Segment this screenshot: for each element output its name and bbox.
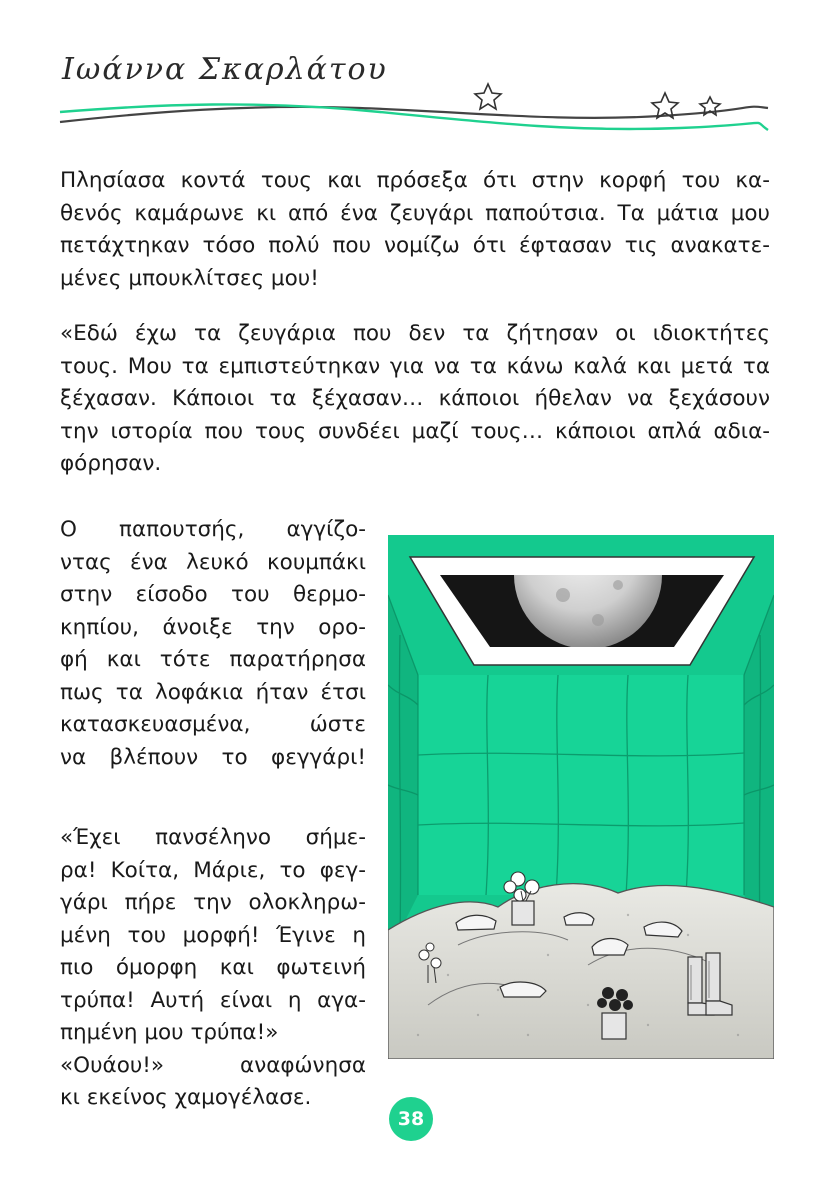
header-wave-green: [60, 104, 768, 130]
author-name: Ιωάννα Σκαρλάτου: [62, 52, 388, 87]
page-number: 38: [389, 1097, 433, 1141]
text-line: φή και τότε παρατήρησα: [60, 647, 366, 672]
text-line: πετάχτηκαν τόσο πολύ που νομίζω ότι έφτασαν τις ανακατε-: [60, 233, 770, 258]
greenhouse-drawing: [388, 535, 774, 1059]
text-line: κι εκείνος χαμογέλασε.: [60, 1085, 312, 1110]
page-header: [0, 0, 829, 150]
greenhouse-illustration: [388, 535, 774, 1059]
text-line: πιο όμορφη και φωτεινή: [60, 955, 366, 980]
text-line: κατασκευασμένα, ώστε: [60, 712, 366, 737]
shoe-icon: [564, 913, 594, 925]
text-line: κηπίου, άνοιξε την ορο-: [60, 614, 366, 640]
text-line: «Ουάου!» αναφώνησα: [60, 1052, 366, 1078]
text-line: «Εδώ έχω τα ζευγάρια που δεν τα ζήτησαν οι ιδιοκτήτες: [60, 321, 770, 346]
paragraph-3: [60, 514, 366, 774]
text-line: πως τα λοφάκια ήταν έτσι: [60, 679, 366, 705]
paragraph-1: [60, 165, 770, 295]
text-line: φόρησαν.: [60, 451, 162, 476]
header-decoration: [0, 0, 829, 150]
star-icon: [475, 84, 501, 109]
paragraph-4: [60, 822, 366, 1115]
paragraph-2: [60, 318, 770, 481]
text-line: Πλησίασα κοντά τους και πρόσεξα ότι στην κορφή του κα-: [60, 168, 770, 193]
text-line: Ο παπουτσής, αγγίζο-: [60, 517, 366, 542]
text-line: μένες μπουκλίτσες μου!: [60, 265, 319, 291]
text-line: ρα! Κοίτα, Μάριε, το φεγ-: [60, 857, 366, 883]
text-line: τους. Μου τα εμπιστεύτηκαν για να τα κάνω καλά και μετά τα: [60, 353, 770, 379]
text-line: την ιστορία που τους συνδέει μαζί τους… κάποιοι απλά αδια-: [60, 418, 770, 444]
text-line: τρύπα! Αυτή είναι η αγα-: [60, 987, 366, 1013]
text-line: μένη του μορφή! Έγινε η: [60, 922, 366, 948]
text-line: γάρι πήρε την ολοκληρω-: [60, 890, 366, 915]
text-line: ντας ένα λευκό κουμπάκι: [60, 549, 366, 575]
text-line: «Έχει πανσέληνο σήμε-: [60, 825, 366, 850]
text-line: θενός καμάρωνε κι από ένα ζευγάρι παπούτσια. Τα μάτια μου: [60, 200, 770, 226]
text-line: να βλέπουν το φεγγάρι!: [60, 744, 366, 770]
text-line: στην είσοδο του θερμο-: [60, 582, 366, 607]
text-line: ξέχασαν. Κάποιοι τα ξέχασαν… κάποιοι ήθελαν να ξεχάσουν: [60, 386, 770, 411]
text-line: πημένη μου τρύπα!»: [60, 1020, 279, 1045]
